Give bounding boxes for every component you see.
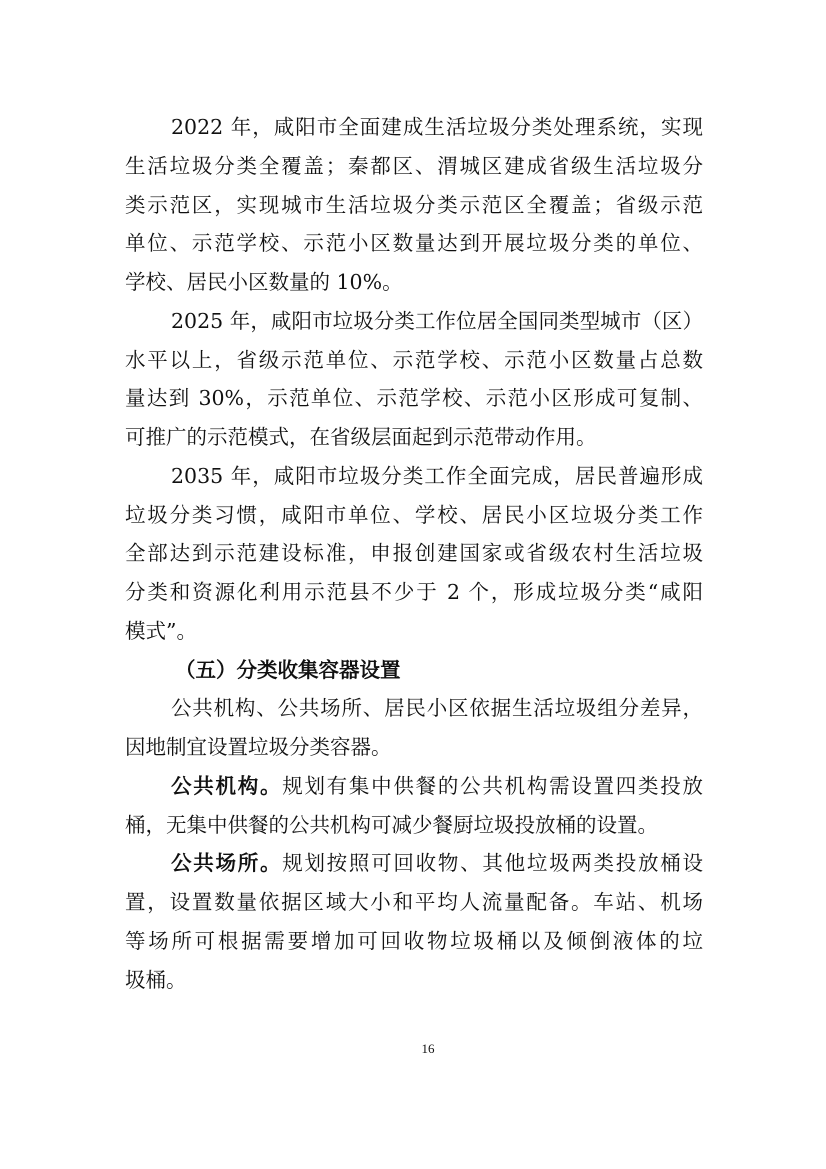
text-line: 分类和资源化利用示范县不少于 2 个，形成垃圾分类“咸阳 — [125, 580, 703, 604]
text-line: 等场所可根据需要增加可回收物垃圾桶以及倾倒液体的垃 — [125, 928, 703, 953]
text-line: 圾桶。 — [125, 967, 187, 992]
text-line: 2022 年，咸阳市全面建成生活垃圾分类处理系统，实现 — [171, 115, 703, 139]
page-number: 16 — [421, 1041, 435, 1056]
text-line: 类示范区，实现城市生活垃圾分类示范区全覆盖；省级示范 — [125, 192, 703, 217]
text-line: 因地制宜设置垃圾分类容器。 — [125, 735, 392, 759]
text-line: 桶，无集中供餐的公共机构可减少餐厨垃圾投放桶的设置。 — [125, 812, 658, 837]
text-line — [125, 844, 703, 883]
text-line: 单位、示范学校、示范小区数量达到开展垃圾分类的单位、 — [125, 231, 703, 256]
text-line: 垃圾分类习惯，咸阳市单位、学校、居民小区垃圾分类工作 — [125, 502, 703, 527]
text-span: 规划按照可回收物、其他垃圾两类投放桶设 — [282, 851, 703, 876]
text-line — [125, 767, 703, 806]
paragraph-lead: 公共机构。 — [171, 773, 283, 798]
text-line: 2035 年，咸阳市垃圾分类工作全面完成，居民普遍形成 — [171, 463, 703, 488]
text-span: 规划有集中供餐的公共机构需设置四类投放 — [282, 773, 703, 798]
text-line: 2025 年，咸阳市垃圾分类工作位居全国同类型城市（区） — [171, 308, 703, 333]
section-heading: （五）分类收集容器设置 — [175, 657, 401, 682]
text-line: 生活垃圾分类全覆盖；秦都区、渭城区建成省级生活垃圾分 — [125, 153, 703, 178]
text-line: 置，设置数量依据区域大小和平均人流量配备。车站、机场 — [125, 890, 703, 914]
text-line: 模式”。 — [125, 618, 197, 643]
text-line: 公共机构、公共场所、居民小区依据生活垃圾组分差异， — [171, 696, 703, 721]
text-line: 量达到 30%，示范单位、示范学校、示范小区形成可复制、 — [125, 386, 703, 411]
text-line: 全部达到示范建设标准，申报创建国家或省级农村生活垃圾 — [125, 541, 703, 566]
document-body — [125, 108, 703, 999]
text-line: 可推广的示范模式，在省级层面起到示范带动作用。 — [125, 425, 597, 449]
paragraph-lead: 公共场所。 — [171, 851, 283, 876]
text-line: 水平以上，省级示范单位、示范学校、示范小区数量占总数 — [125, 347, 703, 372]
text-line: 学校、居民小区数量的 10%。 — [125, 270, 403, 294]
